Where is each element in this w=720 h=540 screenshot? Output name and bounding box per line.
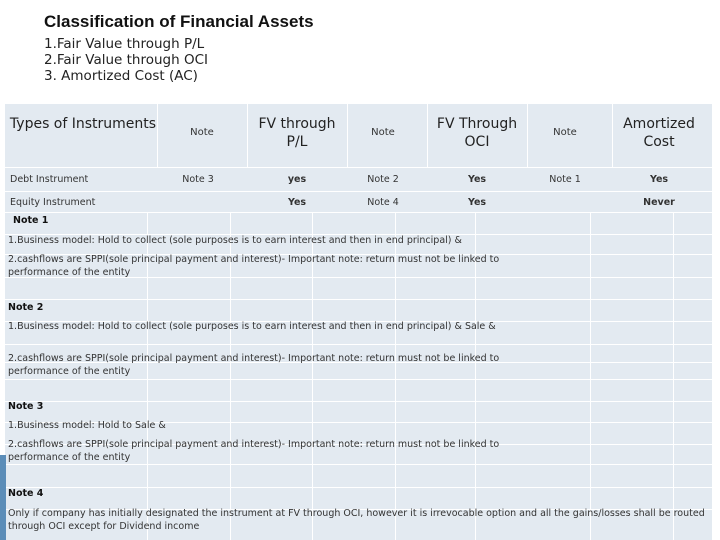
list-item: 3. Amortized Cost (AC) — [44, 68, 198, 84]
header-note: Note — [190, 127, 214, 138]
row-fv-oci: Yes — [467, 174, 487, 185]
row-amortized-cost: Never — [643, 197, 675, 208]
row-note: Note 3 — [182, 174, 214, 185]
header-note: Note — [371, 127, 395, 138]
note-4-title: Note 4 — [8, 488, 44, 499]
row-note: Note 4 — [367, 197, 399, 208]
note-4-line-1: Only if company has initially designated the instrument at FV through OCI, however it is irrevocable option and all the gains/losses shall be routed through OCI except for Dividend income — [8, 508, 705, 532]
row-amortized-cost: Yes — [649, 174, 669, 185]
note-3-title: Note 3 — [8, 401, 44, 412]
header-fv-oci: FV Through OCI — [436, 116, 518, 150]
row-fv-pl: Yes — [287, 197, 307, 208]
header-types: Types of Instruments — [9, 116, 157, 132]
classification-table — [5, 104, 712, 540]
row-note: Note 2 — [367, 174, 399, 185]
note-2-line-1: 1.Business model: Hold to collect (sole purposes is to earn interest and then in end principal) & Sale & — [8, 321, 496, 332]
header-amortized-cost: Amortized Cost — [623, 116, 695, 150]
note-3-line-1: 1.Business model: Hold to Sale & — [8, 420, 166, 431]
list-item: 1.Fair Value through P/L — [44, 36, 205, 52]
note-2-line-2: 2.cashflows are SPPI(sole principal payment and interest)- Important note: return must not be linked to performance of the entity — [8, 353, 500, 377]
slide-title: Classification of Financial Assets — [44, 12, 314, 31]
header-fv-pl: FV through P/L — [258, 116, 336, 150]
row-fv-oci: Yes — [467, 197, 487, 208]
list-item: 2.Fair Value through OCI — [44, 52, 209, 68]
row-type: Debt Instrument — [10, 174, 89, 185]
row-note: Note 1 — [549, 174, 581, 185]
slide-accent-bar — [0, 455, 6, 540]
note-1-line-1: 1.Business model: Hold to collect (sole purposes is to earn interest and then in end principal) & — [8, 235, 462, 246]
classification-list — [44, 36, 208, 84]
note-3-line-2: 2.cashflows are SPPI(sole principal payment and interest)- Important note: return must not be linked to performance of the entity — [8, 439, 500, 463]
row-fv-pl: yes — [287, 174, 307, 185]
row-type: Equity Instrument — [10, 197, 96, 208]
header-note: Note — [553, 127, 577, 138]
note-2-title: Note 2 — [8, 302, 44, 313]
note-1-line-2: 2.cashflows are SPPI(sole principal payment and interest)- Important note: return must not be linked to performance of the entity — [8, 254, 500, 278]
note-1-title: Note 1 — [13, 215, 49, 226]
